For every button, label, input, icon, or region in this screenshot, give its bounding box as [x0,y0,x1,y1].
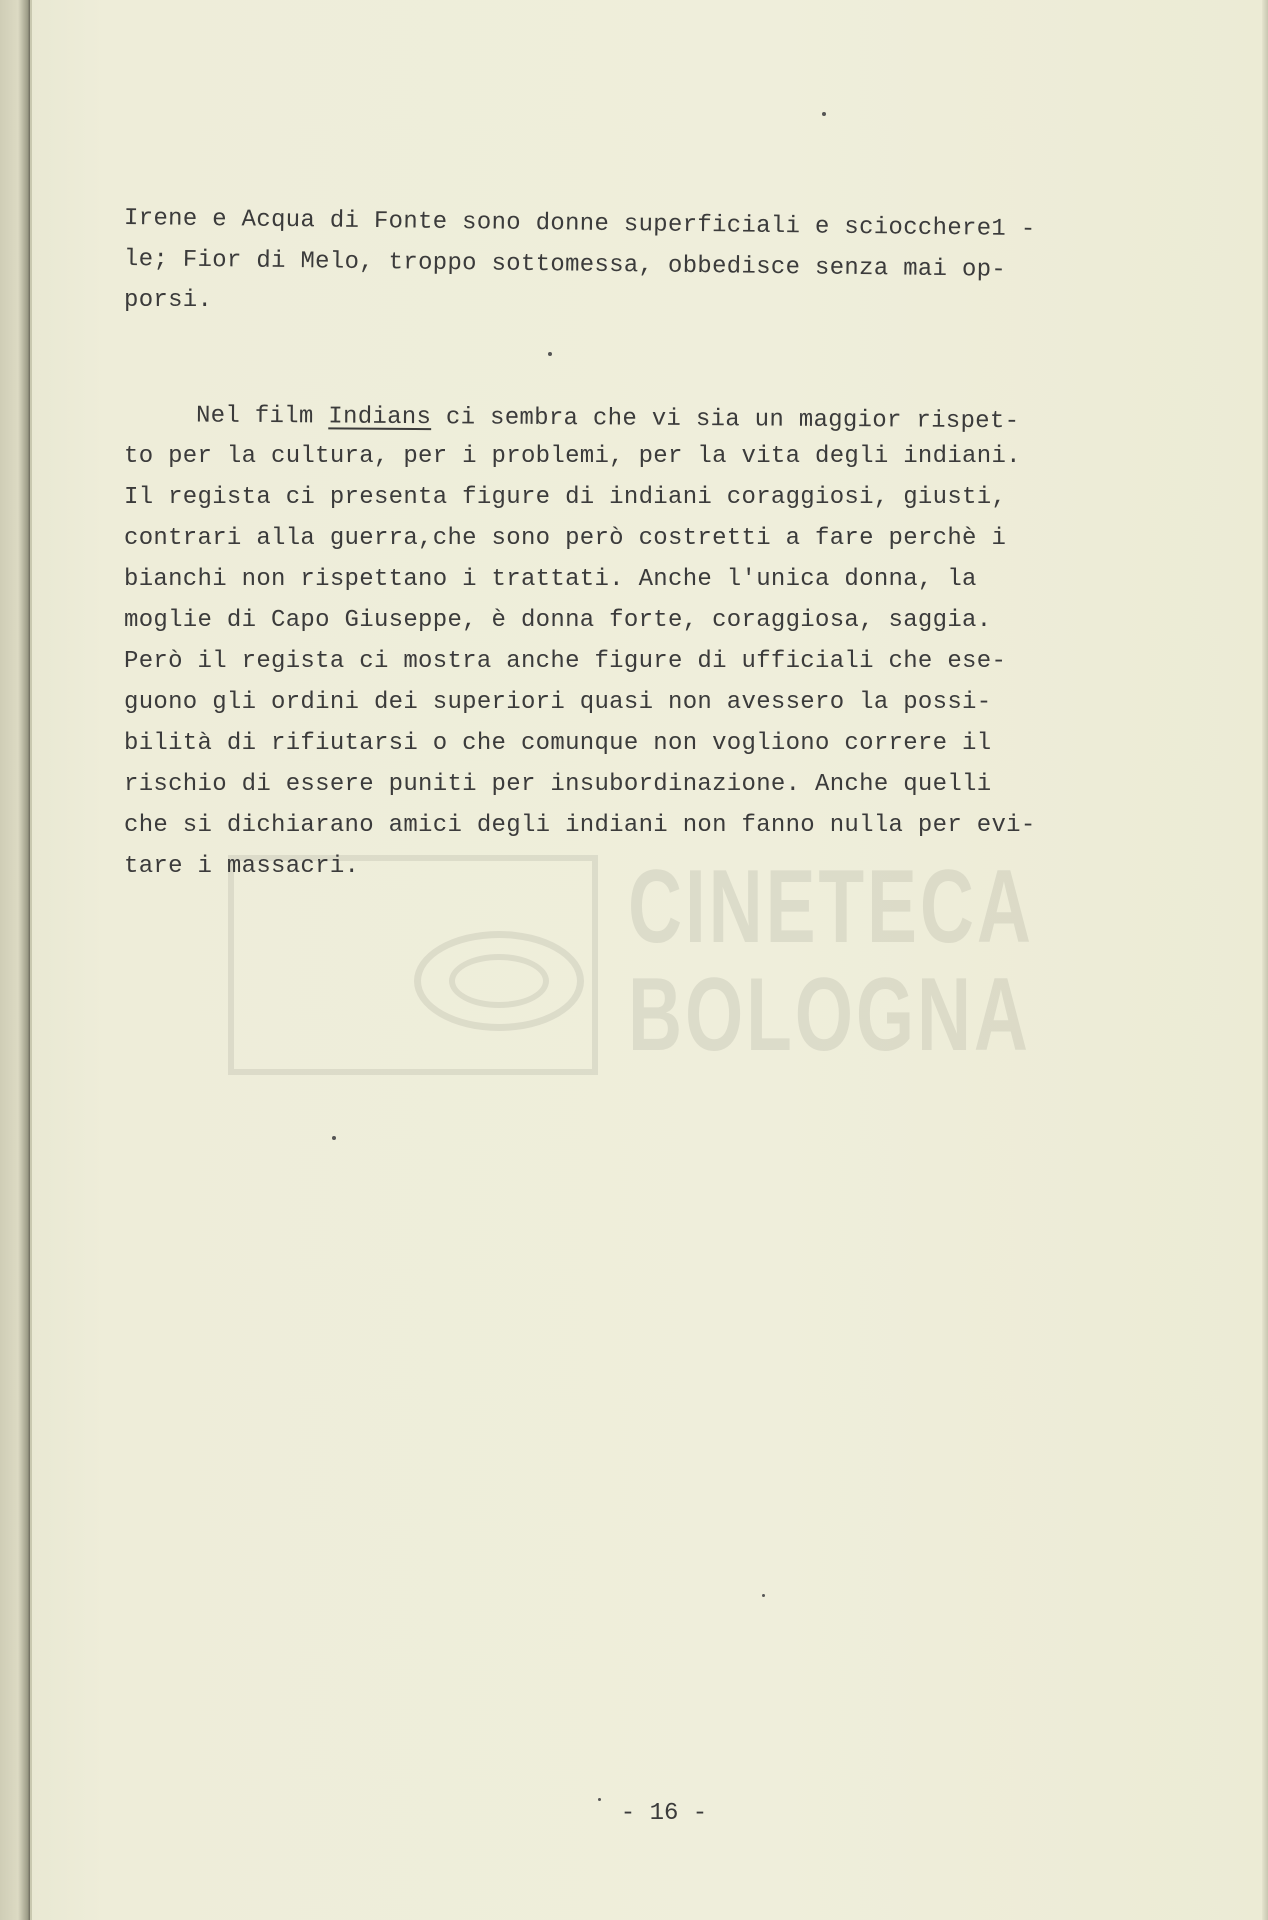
text-line: che si dichiarano amici degli indiani non fanno nulla per evi- [124,812,1036,839]
watermark-text-line1: CINETECA [628,849,1034,965]
text-line: porsi. [124,287,213,314]
page-number: - 16 - [620,1800,708,1827]
text-line: to per la cultura, per i problemi, per la vita degli indiani. [124,443,1021,470]
ink-speck [822,112,826,116]
watermark-logo-frame [228,855,598,1075]
text-line [124,395,1074,443]
text-line: moglie di Capo Giuseppe, è donna forte, coraggiosa, saggia. [124,607,992,634]
text-line: contrari alla guerra,che sono però costretti a fare perchè i [124,525,1007,552]
text-line: guono gli ordini dei superiori quasi non avessero la possi- [124,689,992,716]
ink-speck [598,1798,601,1801]
text-line: Il regista ci presenta figure di indiani coraggiosi, giusti, [124,484,1007,511]
film-reel-icon [414,931,584,1031]
page-binding-edge [0,0,30,1920]
ink-speck [548,352,552,356]
text-fragment: Nel film [195,402,329,431]
paragraph-1 [124,198,1074,321]
film-title: Indians [328,403,432,432]
text-line: le; Fior di Melo, troppo sottomessa, obbedisce senza mai op- [123,246,1007,284]
text-line: rischio di essere puniti per insubordinazione. Anche quelli [124,771,992,798]
page-right-edge [1262,0,1268,1920]
cineteca-bologna-watermark [228,849,1048,1080]
text-line: Però il regista ci mostra anche figure di ufficiali che ese- [124,648,1007,675]
watermark-text-line2: BOLOGNA [628,957,1031,1073]
paragraph-2 [124,395,1074,887]
text-line: Irene e Acqua di Fonte sono donne superficiali e sciocchere1 - [123,205,1036,244]
ink-speck [332,1136,336,1140]
ink-speck [762,1594,765,1597]
text-line: tare i massacri. [124,853,360,880]
text-fragment: ci sembra che vi sia un maggior rispet- [431,404,1020,436]
text-line: bianchi non rispettano i trattati. Anche l'unica donna, la [124,566,977,593]
text-line: bilità di rifiutarsi o che comunque non vogliono correre il [124,730,992,757]
